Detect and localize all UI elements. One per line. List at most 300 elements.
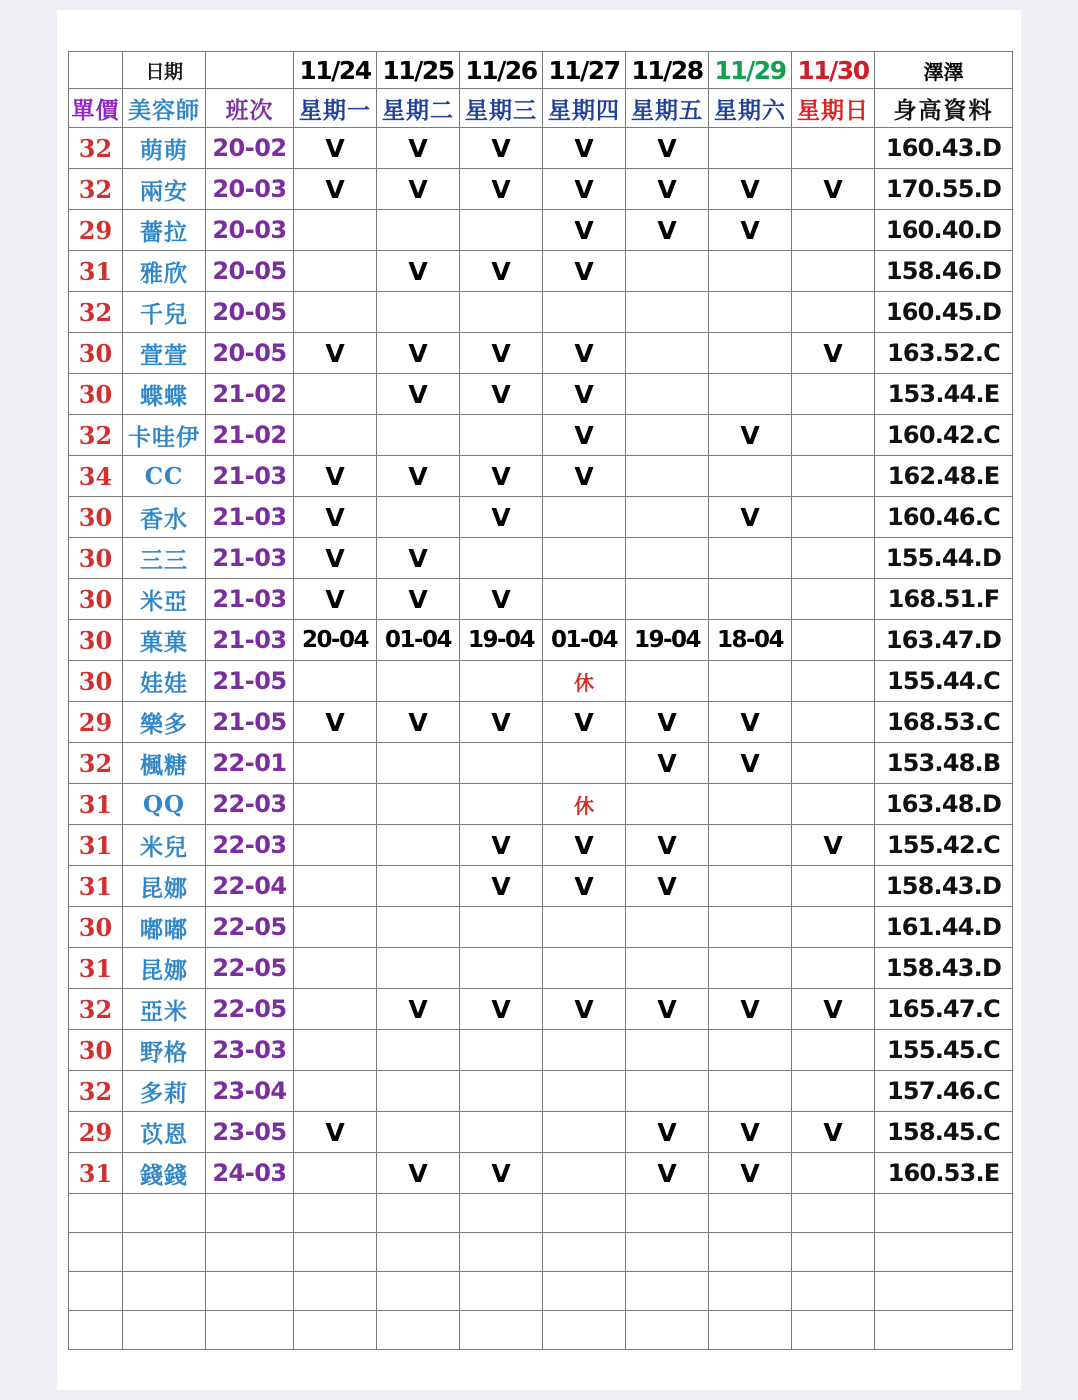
cell-empty[interactable]: [460, 1233, 543, 1272]
cell-day-code-3[interactable]: 19-04: [460, 620, 543, 661]
cell-day-3[interactable]: [460, 784, 543, 825]
cell-price[interactable]: 32: [69, 169, 123, 210]
cell-day-4[interactable]: [543, 1030, 626, 1071]
cell-day-2[interactable]: V: [377, 251, 460, 292]
cell-price[interactable]: 34: [69, 456, 123, 497]
cell-empty[interactable]: [792, 1272, 875, 1311]
cell-empty[interactable]: [543, 1311, 626, 1350]
table-row[interactable]: [69, 538, 1013, 579]
cell-day-7[interactable]: V: [792, 169, 875, 210]
cell-shift-code[interactable]: 21-03: [206, 456, 294, 497]
cell-day-6[interactable]: [709, 784, 792, 825]
cell-beautician-name[interactable]: 野格: [123, 1030, 206, 1071]
cell-day-6[interactable]: [709, 333, 792, 374]
cell-day-5[interactable]: [626, 251, 709, 292]
table-row[interactable]: [69, 1071, 1013, 1112]
cell-day-5[interactable]: [626, 948, 709, 989]
cell-empty[interactable]: [294, 1272, 377, 1311]
cell-empty[interactable]: [123, 1311, 206, 1350]
cell-shift-code[interactable]: 22-05: [206, 989, 294, 1030]
cell-beautician-name[interactable]: 昆娜: [123, 948, 206, 989]
cell-empty[interactable]: [543, 1233, 626, 1272]
cell-day-code-1[interactable]: 20-04: [294, 620, 377, 661]
cell-day-3[interactable]: V: [460, 456, 543, 497]
cell-shift-code[interactable]: 22-05: [206, 907, 294, 948]
cell-day-7[interactable]: [792, 866, 875, 907]
cell-day-5[interactable]: V: [626, 210, 709, 251]
cell-day-2[interactable]: [377, 948, 460, 989]
cell-day-6[interactable]: [709, 866, 792, 907]
table-row[interactable]: [69, 866, 1013, 907]
cell-empty[interactable]: [626, 1233, 709, 1272]
cell-height-info[interactable]: 160.42.C: [875, 415, 1013, 456]
table-row[interactable]: [69, 169, 1013, 210]
cell-empty[interactable]: [69, 1272, 123, 1311]
cell-height-info[interactable]: 162.48.E: [875, 456, 1013, 497]
cell-day-7[interactable]: [792, 784, 875, 825]
cell-day-1[interactable]: [294, 989, 377, 1030]
cell-day-4[interactable]: V: [543, 415, 626, 456]
cell-day-1[interactable]: [294, 292, 377, 333]
cell-shift-code[interactable]: 20-05: [206, 251, 294, 292]
cell-day-5[interactable]: [626, 579, 709, 620]
cell-day-1[interactable]: [294, 1071, 377, 1112]
cell-empty[interactable]: [626, 1272, 709, 1311]
cell-day-2[interactable]: [377, 825, 460, 866]
cell-day-5[interactable]: V: [626, 128, 709, 169]
cell-shift-code[interactable]: 22-05: [206, 948, 294, 989]
cell-day-5[interactable]: [626, 1030, 709, 1071]
cell-beautician-name[interactable]: 萱萱: [123, 333, 206, 374]
cell-day-1[interactable]: [294, 866, 377, 907]
cell-shift-code[interactable]: 21-03: [206, 620, 294, 661]
table-row[interactable]: [69, 579, 1013, 620]
table-row[interactable]: [69, 620, 1013, 661]
cell-height-info[interactable]: 153.48.B: [875, 743, 1013, 784]
table-row[interactable]: [69, 292, 1013, 333]
cell-day-6[interactable]: [709, 1071, 792, 1112]
cell-day-4[interactable]: V: [543, 251, 626, 292]
cell-shift-code[interactable]: 23-05: [206, 1112, 294, 1153]
cell-empty[interactable]: [460, 1272, 543, 1311]
cell-day-3[interactable]: V: [460, 251, 543, 292]
cell-empty[interactable]: [294, 1311, 377, 1350]
cell-shift-code[interactable]: 22-04: [206, 866, 294, 907]
cell-day-3[interactable]: [460, 948, 543, 989]
cell-day-7[interactable]: [792, 702, 875, 743]
cell-day-1[interactable]: V: [294, 1112, 377, 1153]
cell-day-4[interactable]: [543, 1112, 626, 1153]
cell-day-3[interactable]: V: [460, 989, 543, 1030]
cell-day-7[interactable]: V: [792, 989, 875, 1030]
cell-empty[interactable]: [69, 1233, 123, 1272]
cell-day-6[interactable]: [709, 251, 792, 292]
cell-day-4[interactable]: V: [543, 374, 626, 415]
cell-day-7[interactable]: [792, 743, 875, 784]
cell-day-6[interactable]: V: [709, 415, 792, 456]
cell-day-7[interactable]: [792, 128, 875, 169]
cell-day-6[interactable]: V: [709, 989, 792, 1030]
table-row[interactable]: [69, 989, 1013, 1030]
table-row-empty[interactable]: [69, 1311, 1013, 1350]
cell-day-1[interactable]: [294, 210, 377, 251]
cell-price[interactable]: 29: [69, 702, 123, 743]
cell-day-5[interactable]: [626, 456, 709, 497]
cell-day-2[interactable]: [377, 292, 460, 333]
cell-height-info[interactable]: 163.52.C: [875, 333, 1013, 374]
cell-day-7[interactable]: [792, 907, 875, 948]
cell-empty[interactable]: [123, 1272, 206, 1311]
cell-height-info[interactable]: 158.46.D: [875, 251, 1013, 292]
cell-beautician-name[interactable]: 千兒: [123, 292, 206, 333]
cell-day-rest-4[interactable]: 休: [543, 661, 626, 702]
cell-day-4[interactable]: [543, 497, 626, 538]
cell-day-6[interactable]: V: [709, 1153, 792, 1194]
cell-height-info[interactable]: 158.45.C: [875, 1112, 1013, 1153]
cell-shift-code[interactable]: 23-03: [206, 1030, 294, 1071]
cell-day-3[interactable]: [460, 415, 543, 456]
cell-price[interactable]: 30: [69, 538, 123, 579]
cell-beautician-name[interactable]: 錢錢: [123, 1153, 206, 1194]
cell-empty[interactable]: [206, 1272, 294, 1311]
cell-price[interactable]: 30: [69, 620, 123, 661]
cell-price[interactable]: 32: [69, 743, 123, 784]
cell-height-info[interactable]: 170.55.D: [875, 169, 1013, 210]
cell-day-7[interactable]: [792, 948, 875, 989]
cell-day-4[interactable]: V: [543, 989, 626, 1030]
cell-day-7[interactable]: [792, 251, 875, 292]
cell-beautician-name[interactable]: 米兒: [123, 825, 206, 866]
cell-day-5[interactable]: V: [626, 825, 709, 866]
cell-day-2[interactable]: V: [377, 579, 460, 620]
cell-height-info[interactable]: 155.42.C: [875, 825, 1013, 866]
cell-day-5[interactable]: V: [626, 169, 709, 210]
cell-empty[interactable]: [626, 1311, 709, 1350]
cell-height-info[interactable]: 160.43.D: [875, 128, 1013, 169]
cell-day-2[interactable]: V: [377, 538, 460, 579]
cell-empty[interactable]: [206, 1194, 294, 1233]
cell-height-info[interactable]: 161.44.D: [875, 907, 1013, 948]
cell-day-7[interactable]: [792, 210, 875, 251]
cell-empty[interactable]: [69, 1311, 123, 1350]
cell-day-3[interactable]: V: [460, 1153, 543, 1194]
cell-day-1[interactable]: [294, 661, 377, 702]
cell-day-code-4[interactable]: 01-04: [543, 620, 626, 661]
cell-price[interactable]: 30: [69, 1030, 123, 1071]
cell-beautician-name[interactable]: 嘟嘟: [123, 907, 206, 948]
cell-day-6[interactable]: V: [709, 497, 792, 538]
cell-beautician-name[interactable]: 菓菓: [123, 620, 206, 661]
cell-day-5[interactable]: [626, 415, 709, 456]
cell-day-1[interactable]: V: [294, 169, 377, 210]
cell-height-info[interactable]: 153.44.E: [875, 374, 1013, 415]
cell-height-info[interactable]: 158.43.D: [875, 866, 1013, 907]
cell-price[interactable]: 30: [69, 661, 123, 702]
cell-height-info[interactable]: 160.53.E: [875, 1153, 1013, 1194]
table-row[interactable]: [69, 825, 1013, 866]
cell-beautician-name[interactable]: 樂多: [123, 702, 206, 743]
cell-price[interactable]: 30: [69, 333, 123, 374]
cell-day-6[interactable]: V: [709, 743, 792, 784]
table-row[interactable]: [69, 210, 1013, 251]
cell-day-2[interactable]: V: [377, 1153, 460, 1194]
cell-price[interactable]: 31: [69, 825, 123, 866]
cell-day-1[interactable]: [294, 784, 377, 825]
cell-empty[interactable]: [377, 1272, 460, 1311]
cell-shift-code[interactable]: 21-02: [206, 415, 294, 456]
cell-price[interactable]: 32: [69, 292, 123, 333]
cell-price[interactable]: 31: [69, 251, 123, 292]
cell-day-6[interactable]: [709, 907, 792, 948]
cell-shift-code[interactable]: 23-04: [206, 1071, 294, 1112]
cell-height-info[interactable]: 163.47.D: [875, 620, 1013, 661]
cell-height-info[interactable]: 155.44.D: [875, 538, 1013, 579]
cell-beautician-name[interactable]: 薔拉: [123, 210, 206, 251]
cell-beautician-name[interactable]: 亞米: [123, 989, 206, 1030]
cell-price[interactable]: 31: [69, 948, 123, 989]
cell-shift-code[interactable]: 24-03: [206, 1153, 294, 1194]
cell-day-5[interactable]: [626, 907, 709, 948]
cell-day-4[interactable]: V: [543, 825, 626, 866]
cell-day-2[interactable]: [377, 661, 460, 702]
cell-day-7[interactable]: [792, 1071, 875, 1112]
cell-empty[interactable]: [294, 1194, 377, 1233]
cell-day-6[interactable]: [709, 374, 792, 415]
cell-day-4[interactable]: V: [543, 333, 626, 374]
cell-empty[interactable]: [792, 1233, 875, 1272]
table-row[interactable]: [69, 497, 1013, 538]
cell-day-3[interactable]: V: [460, 169, 543, 210]
cell-day-2[interactable]: [377, 1071, 460, 1112]
cell-day-6[interactable]: V: [709, 702, 792, 743]
cell-day-2[interactable]: V: [377, 169, 460, 210]
cell-day-7[interactable]: [792, 1153, 875, 1194]
cell-beautician-name[interactable]: 苡恩: [123, 1112, 206, 1153]
cell-day-7[interactable]: [792, 415, 875, 456]
cell-day-code-5[interactable]: 19-04: [626, 620, 709, 661]
cell-height-info[interactable]: 168.53.C: [875, 702, 1013, 743]
cell-beautician-name[interactable]: 萌萌: [123, 128, 206, 169]
table-row[interactable]: [69, 333, 1013, 374]
cell-day-6[interactable]: V: [709, 1112, 792, 1153]
cell-day-4[interactable]: [543, 1071, 626, 1112]
cell-price[interactable]: 32: [69, 989, 123, 1030]
cell-day-3[interactable]: [460, 210, 543, 251]
cell-day-3[interactable]: [460, 538, 543, 579]
cell-beautician-name[interactable]: 三三: [123, 538, 206, 579]
cell-day-1[interactable]: [294, 948, 377, 989]
table-row[interactable]: [69, 702, 1013, 743]
cell-price[interactable]: 31: [69, 1153, 123, 1194]
cell-empty[interactable]: [377, 1311, 460, 1350]
cell-day-5[interactable]: V: [626, 866, 709, 907]
cell-day-4[interactable]: [543, 1153, 626, 1194]
cell-price[interactable]: 31: [69, 866, 123, 907]
cell-day-4[interactable]: [543, 907, 626, 948]
cell-day-7[interactable]: [792, 292, 875, 333]
cell-day-7[interactable]: V: [792, 333, 875, 374]
cell-day-code-6[interactable]: 18-04: [709, 620, 792, 661]
cell-day-5[interactable]: [626, 292, 709, 333]
cell-day-3[interactable]: V: [460, 497, 543, 538]
cell-day-5[interactable]: [626, 374, 709, 415]
cell-day-3[interactable]: V: [460, 702, 543, 743]
cell-day-5[interactable]: V: [626, 1112, 709, 1153]
cell-shift-code[interactable]: 22-01: [206, 743, 294, 784]
cell-height-info[interactable]: 157.46.C: [875, 1071, 1013, 1112]
cell-day-6[interactable]: [709, 456, 792, 497]
cell-day-6[interactable]: [709, 661, 792, 702]
cell-empty[interactable]: [875, 1194, 1013, 1233]
cell-day-1[interactable]: V: [294, 579, 377, 620]
cell-beautician-name[interactable]: 兩安: [123, 169, 206, 210]
cell-empty[interactable]: [626, 1194, 709, 1233]
cell-day-5[interactable]: V: [626, 989, 709, 1030]
cell-day-4[interactable]: V: [543, 866, 626, 907]
cell-height-info[interactable]: 163.48.D: [875, 784, 1013, 825]
cell-empty[interactable]: [792, 1311, 875, 1350]
cell-day-6[interactable]: [709, 1030, 792, 1071]
cell-shift-code[interactable]: 21-05: [206, 702, 294, 743]
cell-day-6[interactable]: [709, 579, 792, 620]
cell-day-5[interactable]: [626, 661, 709, 702]
cell-day-1[interactable]: V: [294, 702, 377, 743]
cell-day-2[interactable]: [377, 907, 460, 948]
cell-day-6[interactable]: [709, 292, 792, 333]
cell-empty[interactable]: [709, 1194, 792, 1233]
cell-day-2[interactable]: [377, 415, 460, 456]
cell-beautician-name[interactable]: 楓糖: [123, 743, 206, 784]
cell-shift-code[interactable]: 21-05: [206, 661, 294, 702]
cell-day-7[interactable]: [792, 620, 875, 661]
cell-day-7[interactable]: [792, 374, 875, 415]
cell-empty[interactable]: [460, 1311, 543, 1350]
cell-day-5[interactable]: [626, 333, 709, 374]
cell-day-5[interactable]: [626, 538, 709, 579]
cell-beautician-name[interactable]: 多莉: [123, 1071, 206, 1112]
cell-empty[interactable]: [543, 1272, 626, 1311]
cell-day-5[interactable]: V: [626, 1153, 709, 1194]
cell-day-2[interactable]: V: [377, 333, 460, 374]
cell-day-4[interactable]: V: [543, 210, 626, 251]
cell-day-4[interactable]: V: [543, 169, 626, 210]
cell-price[interactable]: 32: [69, 128, 123, 169]
cell-day-3[interactable]: [460, 743, 543, 784]
cell-price[interactable]: 30: [69, 374, 123, 415]
table-row[interactable]: [69, 661, 1013, 702]
table-row-empty[interactable]: [69, 1272, 1013, 1311]
cell-day-7[interactable]: [792, 661, 875, 702]
cell-beautician-name[interactable]: 米亞: [123, 579, 206, 620]
cell-price[interactable]: 29: [69, 1112, 123, 1153]
cell-price[interactable]: 30: [69, 907, 123, 948]
cell-empty[interactable]: [709, 1233, 792, 1272]
cell-empty[interactable]: [543, 1194, 626, 1233]
cell-day-4[interactable]: [543, 948, 626, 989]
cell-day-1[interactable]: V: [294, 333, 377, 374]
cell-day-1[interactable]: [294, 1153, 377, 1194]
cell-day-6[interactable]: V: [709, 169, 792, 210]
cell-shift-code[interactable]: 21-03: [206, 538, 294, 579]
cell-price[interactable]: 31: [69, 784, 123, 825]
cell-day-7[interactable]: V: [792, 1112, 875, 1153]
cell-shift-code[interactable]: 22-03: [206, 825, 294, 866]
cell-day-code-2[interactable]: 01-04: [377, 620, 460, 661]
cell-beautician-name[interactable]: 香水: [123, 497, 206, 538]
cell-day-7[interactable]: [792, 579, 875, 620]
cell-empty[interactable]: [792, 1194, 875, 1233]
cell-shift-code[interactable]: 21-02: [206, 374, 294, 415]
cell-empty[interactable]: [294, 1233, 377, 1272]
cell-beautician-name[interactable]: CC: [123, 456, 206, 497]
cell-day-2[interactable]: V: [377, 128, 460, 169]
cell-day-3[interactable]: [460, 907, 543, 948]
table-row-empty[interactable]: [69, 1194, 1013, 1233]
cell-beautician-name[interactable]: 卡哇伊: [123, 415, 206, 456]
cell-empty[interactable]: [875, 1233, 1013, 1272]
cell-height-info[interactable]: 165.47.C: [875, 989, 1013, 1030]
table-row[interactable]: [69, 415, 1013, 456]
cell-day-6[interactable]: [709, 825, 792, 866]
cell-shift-code[interactable]: 20-03: [206, 169, 294, 210]
cell-day-2[interactable]: V: [377, 456, 460, 497]
cell-shift-code[interactable]: 20-02: [206, 128, 294, 169]
table-row[interactable]: [69, 784, 1013, 825]
cell-height-info[interactable]: 160.40.D: [875, 210, 1013, 251]
cell-shift-code[interactable]: 21-03: [206, 579, 294, 620]
cell-day-1[interactable]: [294, 415, 377, 456]
cell-day-3[interactable]: [460, 1112, 543, 1153]
cell-empty[interactable]: [69, 1194, 123, 1233]
cell-empty[interactable]: [123, 1194, 206, 1233]
cell-beautician-name[interactable]: 娃娃: [123, 661, 206, 702]
cell-day-rest-4[interactable]: 休: [543, 784, 626, 825]
cell-day-5[interactable]: [626, 497, 709, 538]
cell-day-7[interactable]: [792, 538, 875, 579]
cell-day-3[interactable]: V: [460, 128, 543, 169]
cell-shift-code[interactable]: 22-03: [206, 784, 294, 825]
cell-day-2[interactable]: V: [377, 374, 460, 415]
cell-day-3[interactable]: V: [460, 866, 543, 907]
table-row[interactable]: [69, 1153, 1013, 1194]
table-row[interactable]: [69, 1030, 1013, 1071]
cell-shift-code[interactable]: 20-03: [206, 210, 294, 251]
table-row[interactable]: [69, 374, 1013, 415]
cell-day-1[interactable]: [294, 251, 377, 292]
cell-day-2[interactable]: V: [377, 702, 460, 743]
cell-shift-code[interactable]: 21-03: [206, 497, 294, 538]
cell-day-1[interactable]: V: [294, 128, 377, 169]
cell-empty[interactable]: [875, 1272, 1013, 1311]
cell-beautician-name[interactable]: 昆娜: [123, 866, 206, 907]
cell-height-info[interactable]: 158.43.D: [875, 948, 1013, 989]
cell-day-2[interactable]: [377, 743, 460, 784]
cell-day-4[interactable]: V: [543, 128, 626, 169]
cell-empty[interactable]: [123, 1233, 206, 1272]
cell-day-1[interactable]: [294, 1030, 377, 1071]
cell-day-4[interactable]: [543, 292, 626, 333]
cell-day-2[interactable]: [377, 210, 460, 251]
cell-day-1[interactable]: V: [294, 538, 377, 579]
cell-day-5[interactable]: [626, 1071, 709, 1112]
cell-day-7[interactable]: [792, 456, 875, 497]
cell-empty[interactable]: [377, 1194, 460, 1233]
cell-price[interactable]: 32: [69, 1071, 123, 1112]
cell-day-6[interactable]: V: [709, 210, 792, 251]
table-row[interactable]: [69, 743, 1013, 784]
cell-day-1[interactable]: V: [294, 497, 377, 538]
cell-day-3[interactable]: V: [460, 374, 543, 415]
